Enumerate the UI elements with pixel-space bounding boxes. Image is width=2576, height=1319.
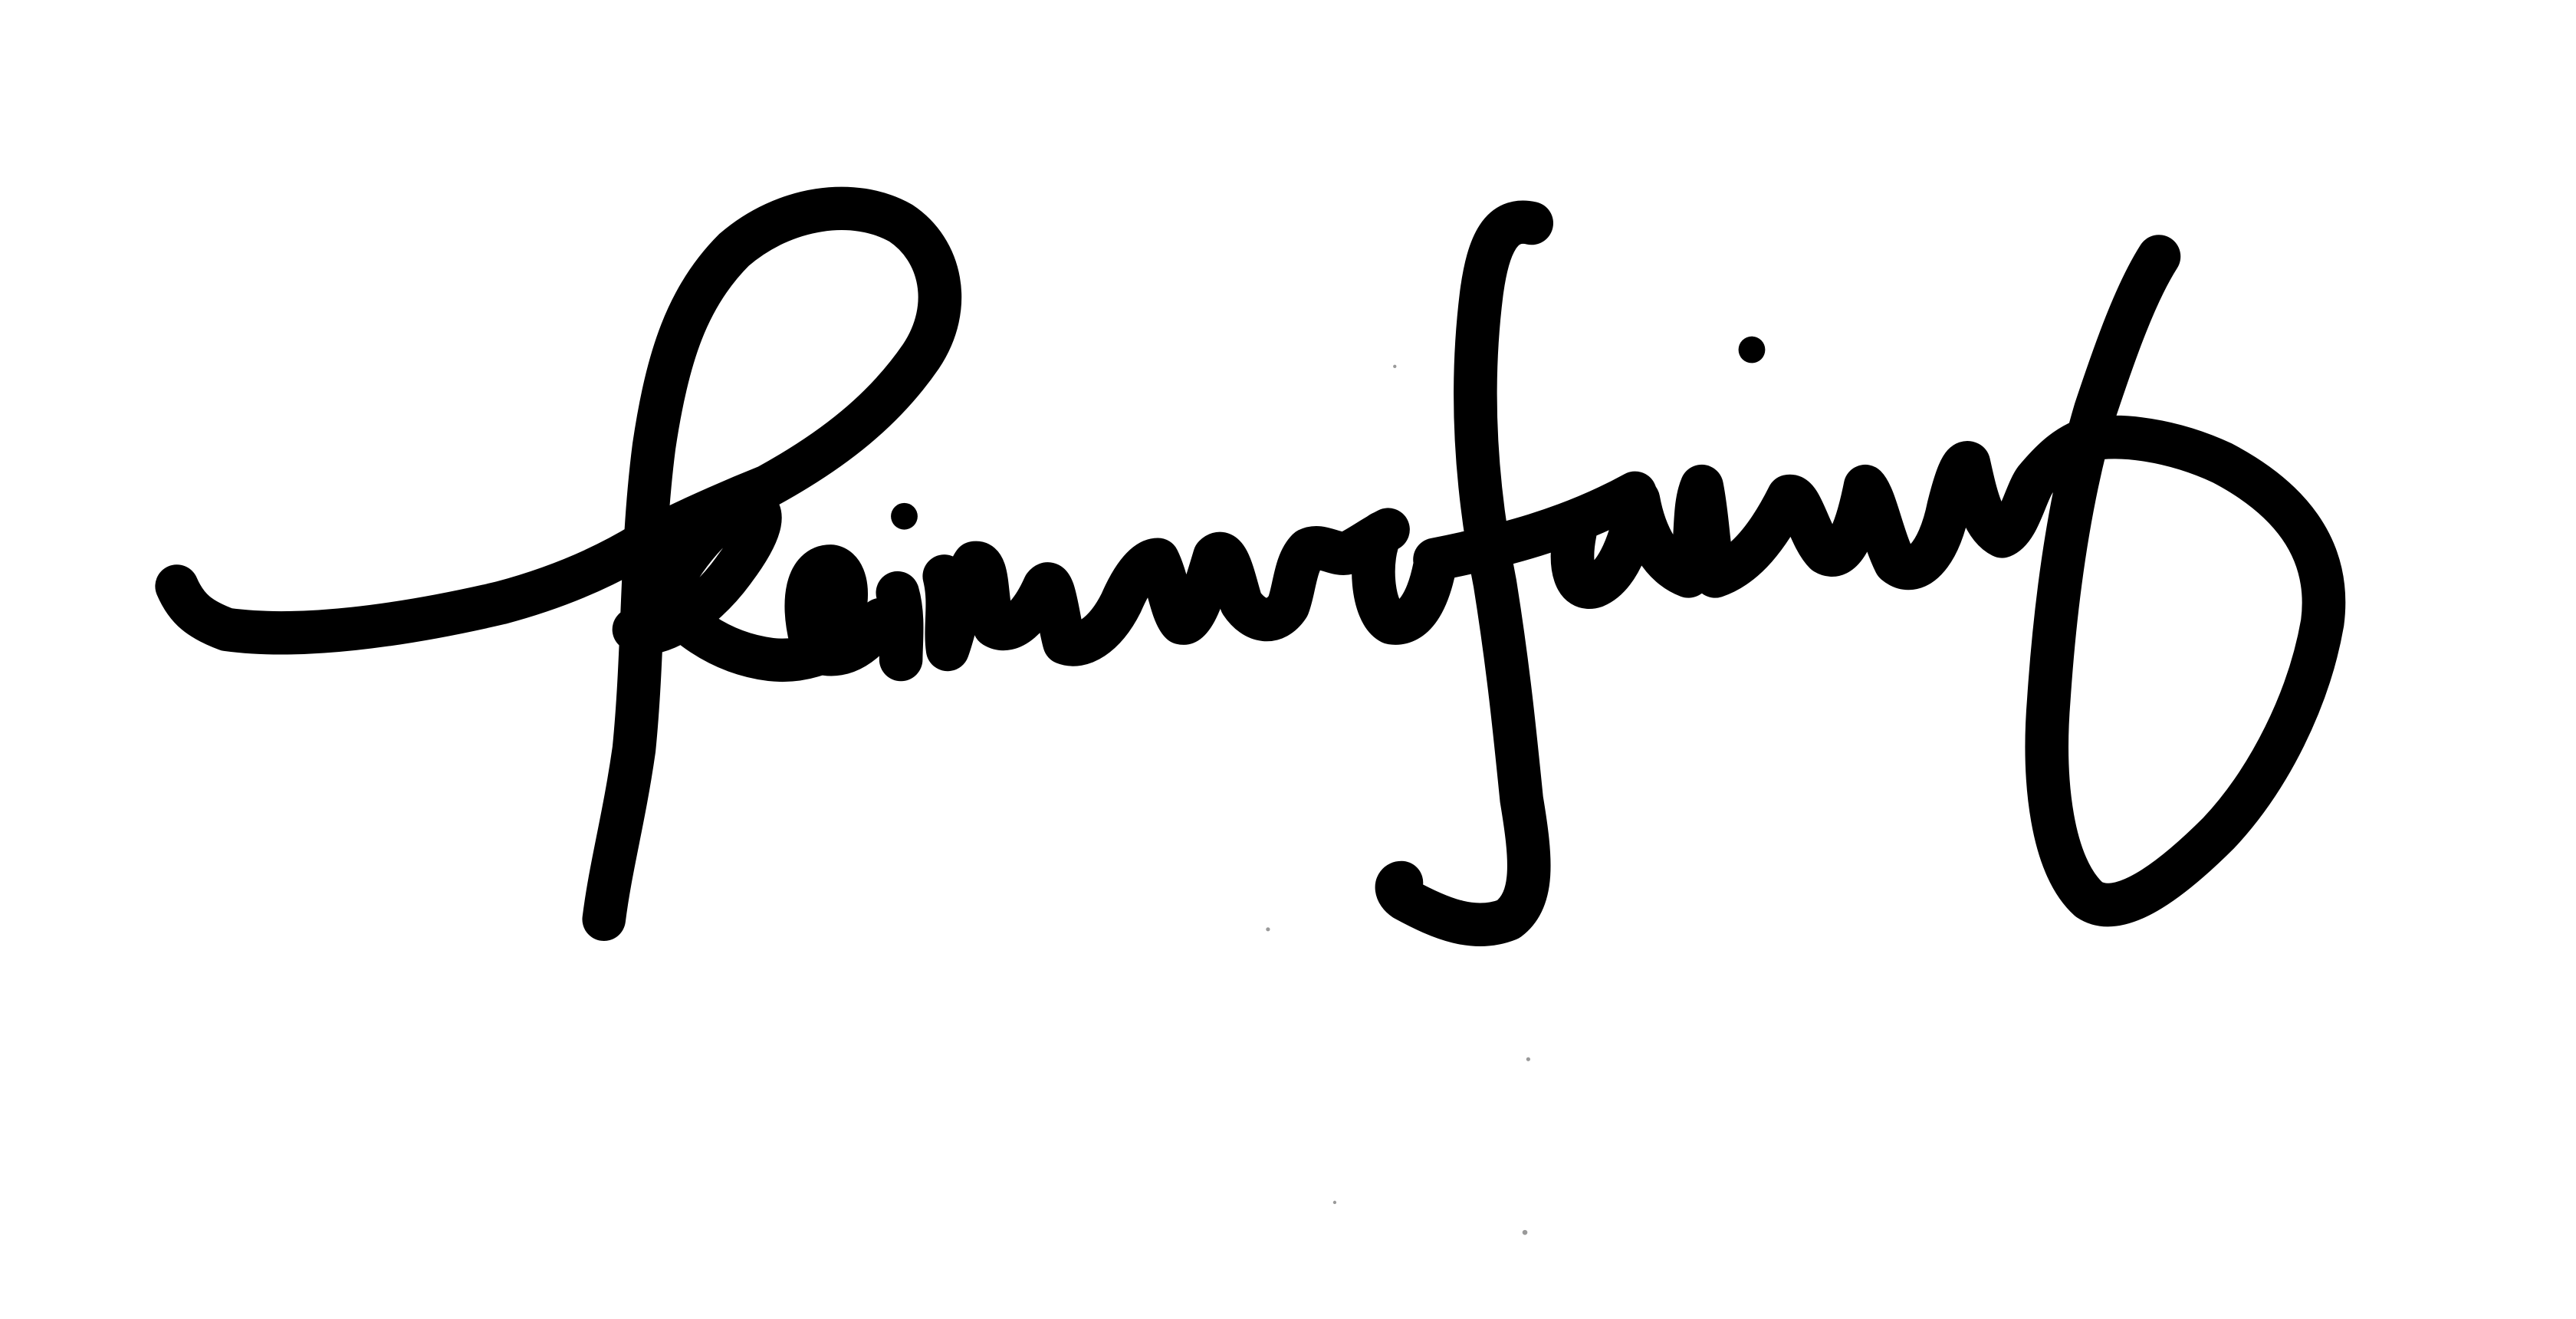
signature-final-loop bbox=[2047, 256, 2324, 905]
signature-dot-1 bbox=[891, 503, 918, 530]
signature-letter-i-stem bbox=[898, 593, 902, 660]
signature-letter-e bbox=[807, 566, 881, 654]
scan-speck bbox=[1523, 1230, 1528, 1235]
scan-speck bbox=[1266, 927, 1270, 931]
signature-lead-stroke bbox=[177, 543, 644, 633]
signature-dot-2 bbox=[1739, 337, 1766, 363]
scan-speck bbox=[1526, 1058, 1530, 1061]
signature-first-loop bbox=[604, 209, 940, 919]
scan-speck bbox=[1393, 365, 1396, 368]
signature-middle-humps bbox=[945, 530, 1388, 650]
signature-second-word bbox=[1572, 436, 2095, 587]
scan-speck bbox=[1333, 1201, 1336, 1204]
